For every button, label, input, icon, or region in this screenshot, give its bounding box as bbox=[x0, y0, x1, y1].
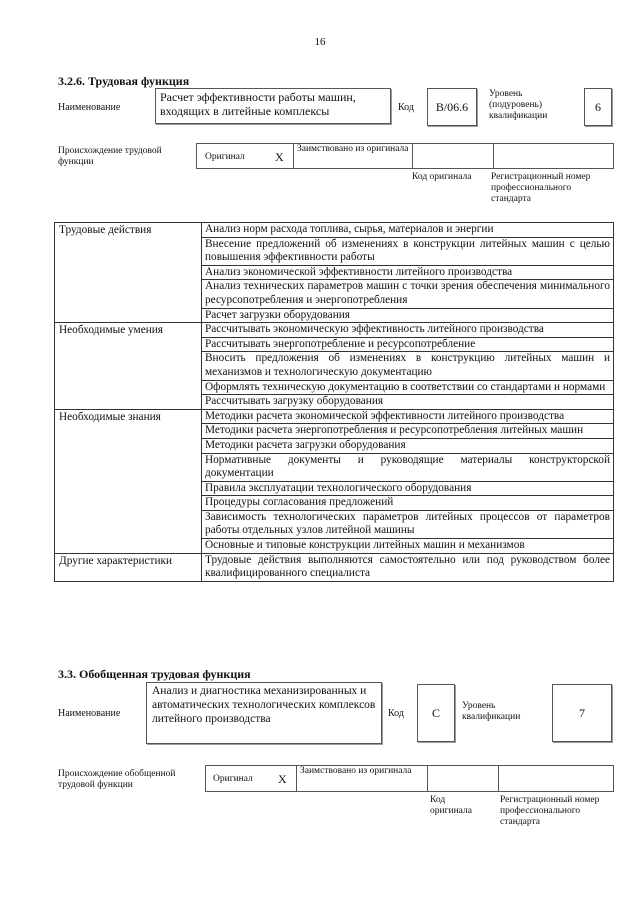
code-value: C bbox=[431, 706, 440, 720]
knowledge-item: Методики расчета энергопотребления и ресурсопотребления литейных машин bbox=[202, 424, 614, 439]
origin-table bbox=[205, 765, 614, 792]
labor-action-item: Анализ экономической эффективности литейного производства bbox=[202, 265, 614, 280]
code-box bbox=[417, 684, 455, 742]
skill-item: Вносить предложения об изменениях в конструкцию литейных машин и механизмов и технологическую документацию bbox=[202, 352, 614, 380]
original-cell bbox=[206, 766, 297, 791]
borrowed-cell bbox=[297, 766, 428, 791]
general-function-name-value: Анализ и диагностика механизированных и автоматических технологических комплексов литейного производства bbox=[152, 685, 376, 725]
labor-action-item: Анализ технических параметров машин с точки зрения обеспечения минимального ресурсопотребления и энергопотребления bbox=[202, 280, 614, 308]
table-row bbox=[55, 323, 614, 338]
level-value: 6 bbox=[595, 100, 601, 114]
original-label: Оригинал bbox=[205, 152, 245, 162]
reg-number-cell bbox=[494, 144, 613, 168]
level-label: Уровень (подуровень) квалификации bbox=[489, 89, 548, 121]
level-box bbox=[584, 88, 612, 126]
skill-item: Рассчитывать загрузку оборудования bbox=[202, 395, 614, 410]
table-row bbox=[55, 553, 614, 581]
page-number: 16 bbox=[314, 36, 326, 48]
level-box bbox=[552, 684, 612, 742]
knowledge-item: Основные и типовые конструкции литейных машин и механизмов bbox=[202, 539, 614, 554]
name-label: Наименование bbox=[58, 708, 121, 719]
section-heading: 3.2.6. Трудовая функция bbox=[58, 74, 190, 88]
borrowed-label: Заимствовано из оригинала bbox=[297, 144, 409, 154]
level-value: 7 bbox=[579, 706, 585, 720]
labor-actions-label: Трудовые действия bbox=[55, 223, 202, 323]
function-name-box bbox=[155, 88, 391, 124]
code-original-cell bbox=[413, 144, 494, 168]
skill-item: Рассчитывать энергопотребление и ресурсопотребление bbox=[202, 337, 614, 352]
knowledge-item: Методики расчета загрузки оборудования bbox=[202, 438, 614, 453]
reg-number-label: Регистрационный номер профессионального стандарта bbox=[500, 795, 600, 827]
function-name-value: Расчет эффективности работы машин, входящих в литейные комплексы bbox=[160, 90, 356, 118]
other-item: Трудовые действия выполняются самостоятельно или под руководством более квалифицированного специалиста bbox=[202, 553, 614, 581]
skills-label: Необходимые умения bbox=[55, 323, 202, 410]
knowledge-item: Правила эксплуатации технологического оборудования bbox=[202, 481, 614, 496]
function-table bbox=[54, 222, 614, 582]
borrowed-label: Заимствовано из оригинала bbox=[300, 766, 412, 776]
code-original-label: Код оригинала bbox=[412, 172, 472, 182]
level-label: Уровень квалификации bbox=[462, 701, 521, 722]
skill-item: Рассчитывать экономическую эффективность литейного производства bbox=[202, 323, 614, 338]
original-mark: X bbox=[275, 150, 284, 164]
code-value: B/06.6 bbox=[435, 100, 469, 114]
code-box bbox=[427, 88, 477, 126]
name-label: Наименование bbox=[58, 102, 121, 113]
knowledge-item: Зависимость технологических параметров литейных процессов от параметров работы отдельных узлов литейной машины bbox=[202, 510, 614, 538]
origin-label: Происхождение обобщенной трудовой функции bbox=[58, 769, 176, 790]
original-mark: X bbox=[278, 772, 287, 786]
section-heading: 3.3. Обобщенная трудовая функция bbox=[58, 667, 251, 681]
original-label: Оригинал bbox=[213, 774, 253, 784]
labor-action-item: Расчет загрузки оборудования bbox=[202, 308, 614, 323]
knowledge-label: Необходимые знания bbox=[55, 409, 202, 553]
code-original-cell bbox=[428, 766, 499, 791]
table-row bbox=[55, 223, 614, 238]
reg-number-label: Регистрационный номер профессионального стандарта bbox=[491, 172, 591, 204]
code-label: Код bbox=[388, 708, 404, 719]
skill-item: Оформлять техническую документацию в соответствии со стандартами и нормами bbox=[202, 380, 614, 395]
origin-table bbox=[196, 143, 614, 169]
labor-action-item: Внесение предложений об изменениях в конструкции литейных машин с целью повышения эффективности работы bbox=[202, 237, 614, 265]
original-cell bbox=[197, 144, 294, 168]
reg-number-cell bbox=[499, 766, 613, 791]
knowledge-item: Методики расчета экономической эффективности литейного производства bbox=[202, 409, 614, 424]
knowledge-item: Процедуры согласования предложений bbox=[202, 496, 614, 511]
other-label: Другие характеристики bbox=[55, 553, 202, 581]
code-label: Код bbox=[398, 102, 414, 113]
origin-label: Происхождение трудовой функции bbox=[58, 146, 162, 167]
labor-action-item: Анализ норм расхода топлива, сырья, материалов и энергии bbox=[202, 223, 614, 238]
code-original-label: Код оригинала bbox=[430, 795, 472, 816]
borrowed-cell bbox=[294, 144, 413, 168]
general-function-name-box bbox=[146, 682, 382, 744]
table-row bbox=[55, 409, 614, 424]
knowledge-item: Нормативные документы и руководящие материалы конструкторской документации bbox=[202, 453, 614, 481]
